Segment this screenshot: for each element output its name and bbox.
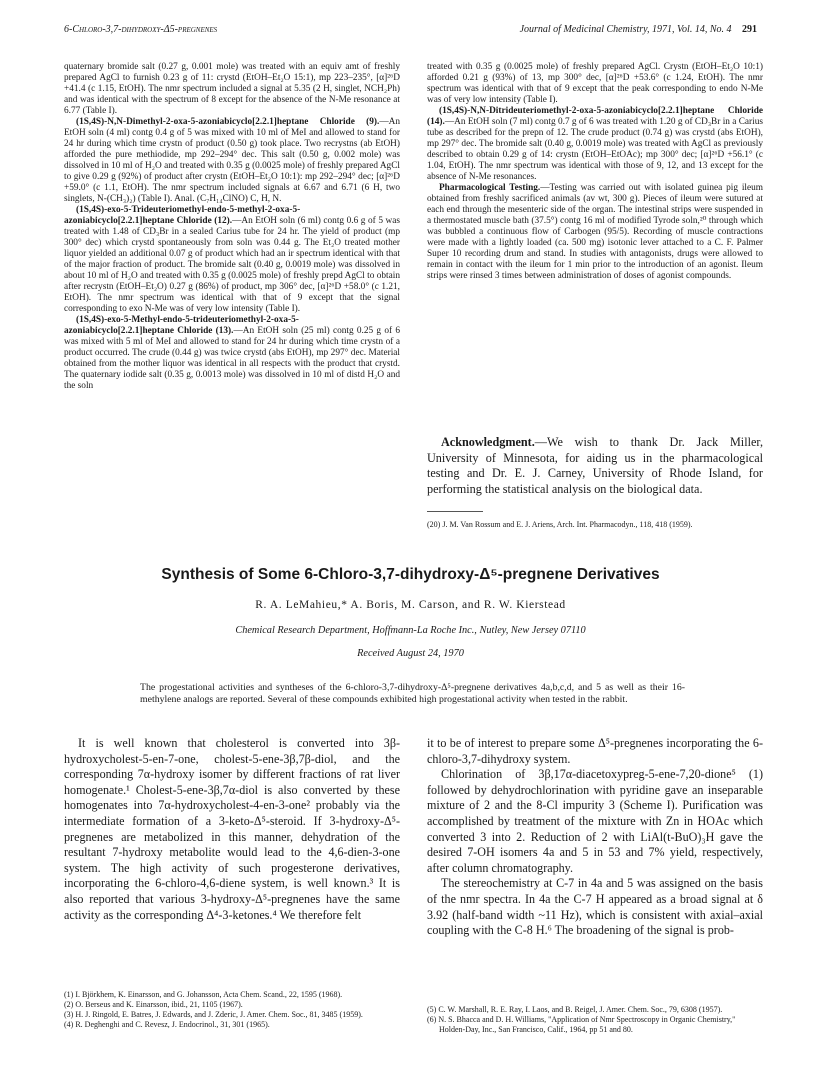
footnote-divider [427, 511, 483, 512]
paragraph: The stereochemistry at C-7 in 4a and 5 was assigned on the basis of the nmr spectra. In 4a the C-7 H appeared as a broad signal at δ 3.92 (half-band width ~11 Hz), which is consistent with axial–axial coupling with the C-8 H.⁶ The broadening of the signal is prob- [427, 876, 763, 938]
compound-heading: (1S,4S)-exo-5-Trideuteriomethyl-endo-5-methyl-2-oxa-5-azoniabicyclo[2.2.1]heptane Chloride (12). [64, 205, 301, 226]
abstract: The progestational activities and syntheses of the 6-chloro-3,7-dihydroxy-Δ⁵-pregnene derivatives 4a,b,c,d, and 5 as well as their 16-methylene analogs are reported. Several of these compounds exhibited high progestational activity when tested in the rabbit. [140, 682, 685, 705]
experimental-column-left [64, 62, 400, 392]
footnote: (5) C. W. Marshall, R. E. Ray, I. Laos, and B. Reigel, J. Amer. Chem. Soc., 79, 6308 (1957). [427, 1005, 723, 1014]
footnotes-right [427, 1005, 763, 1035]
article-title: Synthesis of Some 6-Chloro-3,7-dihydroxy-Δ⁵-pregnene Derivatives [161, 566, 660, 583]
paragraph: It is well known that cholesterol is converted into 3β-hydroxycholest-5-en-7-one, cholest-5-ene-3β,7β-diol, and the corresponding 7α-hydroxy isomer by different fractions of rat liver homogenate.¹ Cholest-5-ene-3β,7α-diol is also converted by these homogenates into 7α-hydroxycholest-4-en-3-one² probably via the intermediate formation of a 3-keto-Δ⁵-steroid. If 3-hydroxy-Δ⁵-pregnenes are metabolized in this manner, dehydration of the resultant 7-hydroxy metabolite would lead to the 4,6-dien-3-one system. The high activity of such progesterone derivatives, incorporating the 6-chloro-4,6-diene system, is well known.³ It is also reported that various 3-hydroxy-Δ⁵-pregnenes have the same activity as the corresponding Δ⁴-3-ketones.⁴ We therefore felt [64, 736, 400, 922]
compound-heading: (1S,4S)-N,N-Ditrideuteriomethyl-2-oxa-5-azoniabicyclo[2.2.1]heptane Chloride (14). [427, 106, 763, 127]
paragraph-text: —An EtOH soln (4 ml) contg 0.4 g of 5 was mixed with 10 ml of MeI and allowed to stand for 24 hr during which time crystn of product (0.50 g) took place. Two recrystns (ab EtOH) afforded the pure methiodide, mp 292–294° dec. This salt (0.50 g, 0.002 mole) was dissolved in 10 ml of H₂O and treated with 0.35 g (0.0025 mole) of freshly prepared AgCl to give 0.29 g (92%) of product after crystn (EtOH–Et₂O 10:1): mp 292–294° dec; [α]²⁶D +59.0° (c 1.1, EtOH). The nmr spectrum included signals at 6.67 and 6.71 (6 H, two singlets, N-(CH₃)₂) (Table I). Anal. (C₇H₁₄ClNO) C, H, N. [64, 117, 400, 204]
experimental-column-right [427, 62, 763, 282]
acknowledgment [427, 435, 763, 497]
body-column-right [427, 736, 763, 939]
footnote: (6) N. S. Bhacca and D. H. Williams, "Application of Nmr Spectroscopy in Organic Chemistry," Holden-Day, Inc., San Francisco, Calif., 1964, pp 51 and 80. [427, 1015, 736, 1034]
paragraph [427, 106, 763, 183]
paragraph: it to be of interest to prepare some Δ⁵-pregnenes incorporating the 6-chloro-3,7-dihydroxy system. [427, 736, 763, 766]
paragraph-text: —An EtOH soln (25 ml) contg 0.25 g of 6 was mixed with 5 ml of MeI and allowed to stand for 24 hr during which time crystn of a product occurred. The crude (0.44 g) was twice crystd (abs EtOH), mp 297° dec. Material obtained from the mother liquor was identical in all respects with the product that crystd. The quaternary iodide salt (0.35 g, 0.0013 mole) was dissolved in 10 ml of distd H₂O and the soln [64, 326, 400, 391]
journal-name: Journal of Medicinal Chemistry, 1971, Vol. 14, No. 4 [519, 24, 732, 35]
paragraph-text: —An EtOH soln (7 ml) contg 0.7 g of 6 was treated with 1.20 g of CD₃Br in a Carius tube as described for the prepn of 12. The crude product (0.74 g) was crystd (abs EtOH), mp 297° dec. The bromide salt (0.40 g, 0.0019 mole) was treated with AgCl as previously described to obtain 0.29 g of 14: crystn (EtOH–EtOAc); mp 300° dec; [α]²⁶D +56.1° (c 1.04, EtOH). The nmr spectrum was identical with those of 9, 12, and 13 except for the absence of N-Me resonances. [427, 117, 763, 182]
article-authors: R. A. LeMahieu,* A. Boris, M. Carson, and R. W. Kierstead [255, 599, 566, 611]
footnote: (1) I. Björkhem, K. Einarsson, and G. Johansson, Acta Chem. Scand., 22, 1595 (1968). [64, 990, 343, 999]
paragraph: quaternary bromide salt (0.27 g, 0.001 mole) was treated with an equiv amt of freshly prepared AgCl to furnish 0.23 g of 11: crystd (EtOH–Et₂O 15:1), mp 223–235°, [α]²⁶D +41.4 (c 1.15, EtOH). The nmr spectrum included a signal at 5.35 (2 H, singlet, NCH₂Ph) and was identical with the spectrum of 8 except for the absence of the N-Me resonance at 6.77 (Table I). [64, 62, 400, 116]
paragraph [427, 183, 763, 282]
paragraph [64, 205, 400, 315]
footnote: (4) R. Deghenghi and C. Revesz, J. Endocrinol., 31, 301 (1965). [64, 1020, 270, 1029]
footnote-20: (20) J. M. Van Rossum and E. J. Ariens, Arch. Int. Pharmacodyn., 118, 418 (1959). [427, 520, 693, 529]
running-header [64, 24, 757, 40]
paragraph: treated with 0.35 g (0.0025 mole) of freshly prepared AgCl. Crystn (EtOH–Et₂O 10:1) afforded 0.21 g (93%) of 13, mp 300° dec, [α]²⁶D +53.6° (c 1.24, EtOH). The nmr spectrum was identical with that of 9 except that the peak corresponding to endo N-Me was of very low intensity (Table I). [427, 62, 763, 105]
compound-heading: (1S,4S)-N,N-Dimethyl-2-oxa-5-azoniabicyclo[2.2.1]heptane Chloride (9). [76, 117, 380, 127]
paragraph [64, 315, 400, 392]
paragraph-text: —Testing was carried out with isolated guinea pig ileum obtained from freshly sacrificed animals (av wt, 300 g). Pieces of ileum were sutured at each end through the mesenteric side of the organ. The intestinal strips were suspended in a thermostated muscle bath (37.5°) contg 16 ml of modified Tyrode soln,²⁰ through which was bubbled a continuous flow of Carbogen (95/5). Recording of muscle contractions were made with a lightly loaded (ca. 500 mg) isotonic lever attached to a C. F. Palmer Super 10 recording drum and stand. In studies with antagonists, drugs were allowed to remain in contact with the ileum for 1 min prior to the introduction of an agonist. Ileum strips were rinsed 3 times between administration of doses of agonist compounds. [427, 183, 764, 281]
compound-heading: (1S,4S)-exo-5-Methyl-endo-5-trideuteriomethyl-2-oxa-5-azoniabicyclo[2.2.1]heptane Chloride (13). [64, 315, 299, 336]
article-affiliation: Chemical Research Department, Hoffmann-La Roche Inc., Nutley, New Jersey 07110 [235, 625, 586, 636]
journal-citation [520, 24, 757, 35]
running-title: 6-Chloro-3,7-dihydroxy-Δ5-pregnenes [64, 24, 218, 35]
paragraph [64, 117, 400, 205]
paragraph-text: —An EtOH soln (6 ml) contg 0.6 g of 5 was treated with 1.48 of CD₃Br in a sealed Carius tube for 24 hr. The yield of product (mp 300° dec) which crystd spontaneously from soln was 0.44 g. The Et₂O treated mother liquor yielded an additional 0.07 g of product which had an ir spectrum identical with that of the major fraction of product. The bromide salt (0.40 g, 0.0019 mole) was dissolved in about 10 ml of H₂O and treated with 0.35 g (0.0025 mole) of freshly prepd AgCl to obtain after recrystn (EtOH–Et₂O) 0.27 g (86%) of product, mp 306° dec, [α]²⁶D +58.0° (c 1.21, EtOH). The nmr spectrum was identical with that of 9 except that the signal corresponding to exo N-Me was of very low intensity (Table I). [64, 216, 400, 314]
footnotes-left [64, 990, 400, 1030]
body-column-left [64, 736, 400, 923]
section-heading: Pharmacological Testing. [439, 183, 541, 193]
footnote: (2) O. Berseus and K. Einarsson, ibid., 21, 1105 (1967). [64, 1000, 243, 1009]
page-number: 291 [742, 24, 757, 35]
acknowledgment-heading: Acknowledgment. [441, 435, 535, 449]
received-date: Received August 24, 1970 [357, 648, 464, 659]
footnote: (3) H. J. Ringold, E. Batres, J. Edwards, and J. Zderic, J. Amer. Chem. Soc., 81, 3485 (1959). [64, 1010, 363, 1019]
paragraph: Chlorination of 3β,17α-diacetoxypreg-5-ene-7,20-dione⁵ (1) followed by dehydrochlorination with pyridine gave an inseparable mixture of 2 and the 8-Cl impurity 3 (Scheme I). Purification was accomplished by treatment of the mixture with Zn in HOAc which converted 3 into 2. Reduction of 2 with LiAl(t-BuO)₃H gave the desired 7-OH isomers 4a and 5 in 53 and 7% yield, respectively, after column chromatography. [427, 767, 763, 875]
acknowledgment-text: —We wish to thank Dr. Jack Miller, University of Minnesota, for aiding us in the pharmacological testing and Dr. E. J. Carney, University of Rhode Island, for performing the statistical analysis on the biological data. [427, 435, 763, 496]
